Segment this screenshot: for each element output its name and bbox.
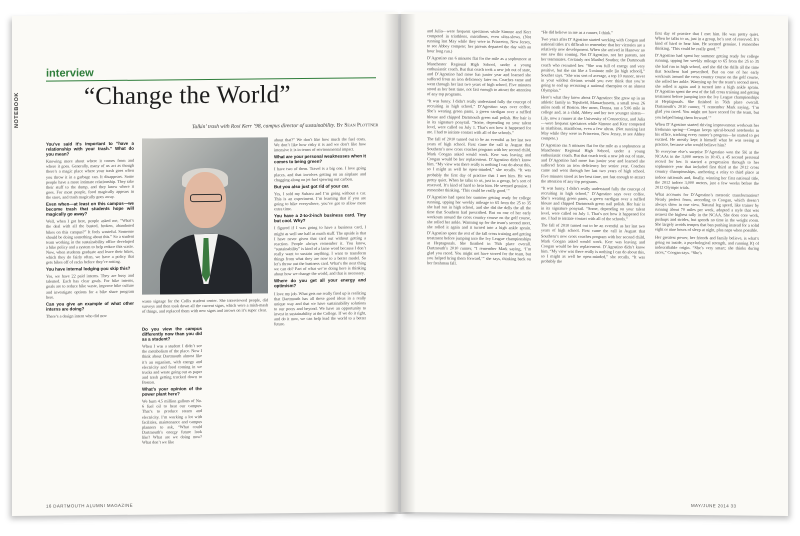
byline: By Sean Plottner	[336, 122, 379, 129]
paragraph: Yes, I sold my Subaru and I’m going without a car. This is an experiment. I’m learning that if you are going to bike everywhere, you’ve got to allow more extra time.	[274, 190, 366, 212]
section-tab: NOTEBOOK	[14, 92, 20, 129]
question: You have internal lodging-you skip this?	[46, 265, 131, 272]
paragraph: When D’Agostino started driving improvement workouts her freshman spring—Coogan keeps spiral-bound notebooks in his office, tracking every runner’s progress—he started to get excited. He mostly kept it himself what he was seeing at practice, because who would believe him?	[655, 121, 759, 148]
paragraph: Well, when I got here, people asked me, “What’s the deal with all the busted, broken, abandoned bikes on this campus?” It feels wasteful. Someone should be doing something about this.” So a student team working in the sustainability office developed a bike policy and a system to help reduce this waste. Now, when students graduate and leave their bikes, which they do fairly often, we have a policy that gets bikes off of racks before they’re rotting.	[46, 218, 134, 265]
question: But you also just got rid of your car.	[274, 183, 350, 190]
question: Where do you get all your energy and optimism?	[274, 277, 366, 289]
right-page	[401, 12, 788, 516]
left-page	[12, 12, 398, 516]
right-footer: MAY/JUNE 2014 33	[691, 503, 737, 509]
interview-column-3	[274, 136, 366, 495]
paragraph: waste signage for the Collis student center. She interviewed people, did surveys and then took down all the current signs, which were a mish-mash of things, and replaced them with new signs and arrows on it’s super clear.	[142, 297, 268, 314]
portrait-photo	[142, 137, 268, 294]
paragraph: I figured if I was going to have a business card, I might as well use half as much stuff. The upside is that I have never given that card out without getting a reaction. People always remember it. You know, “sustainability” is kind of a lame word because I don’t really want to sustain anything. I want to transform things from what they are now to a better model. So let’s throw out the business card. What’s the next thing we can do? Part of what we’re doing here is thinking about how we change the world, and that is necessary.	[274, 224, 366, 277]
paragraph: We burn 4.5 million gallons of No. 6 fuel oil to heat our campus. That’s to produce steam and electricity. I’m working a lot with facilities, maintenance and campus planners to ask, “What could Dartmouth’s energy future look like? What are we doing now? What don’t we like	[142, 398, 202, 445]
interview-column-2-lead	[142, 297, 268, 324]
paragraph: “It was funny. I didn’t really understand fully the concept of recruiting in high school,” D’Agostino says over coffee. She’s wearing green pants, a green cardigan over a ruffled blouse and chipped Dartmouth green nail polish. Her hair is in its signature ponytail. “Some, depending on your talent level, were called on July 1. That’s not how it happened for me. I had to initiate contact with all of the schools.”	[427, 98, 531, 135]
paragraph: I have two of them. Travel is a big one. I love going places, and that involves getting on an airplane and chugging along on jet fuel spewing out carbon.	[274, 165, 366, 182]
paragraph: D’Agostino had spent her summer getting ready for college running, upping her weekly mileage to 65 from the 25 to 35 she had run in high school, and she did the drills all the time that Southern had prescribed. But on one of her early workouts around the cross country course on the golf course, she rolled her ankle. Warming up for the team’s second meet, she rolled it again and it turned into a high ankle sprain. D’Agostino spent the rest of the fall cross training and getting treatment before jumping into the Ivy League championships at Heptagonals. She finished in 76th place overall. Dartmouth’s 2010 runner, “I remember Mark saying, ‘I’m glad you raced. You might not have scored for the team, but you helped bring them forward.’”	[655, 53, 759, 120]
article-column-2	[541, 29, 645, 496]
paragraph: The fall of 2010 turned out to be an eventful as her last two years of high school. First came the call in August that Southern’s new cross coaches program with her second child, Mark Coogan asked would work. Kerr was leaving and Coogan would be her replacement. D’Agostino didn’t know him. “My view was there really is nothing I can do about this, so I might as well be open-minded,” she recalls. “It was probably the first day of practice that I met him. He was pretty quiet. When he talks to us, just in a group, he’s sort of reserved. It’s kind of hard to hear him. He seemed genuine. I remember thinking, ‘This could be really good.’”	[427, 136, 531, 193]
article-column-3	[655, 31, 759, 498]
paragraph: What accounts for D’Agostino’s meteoric transformation? Nearly perfect form, according to Coogan, which doesn’t always show in one view. Natural leg speed, like trainer by running about 70 miles per week, adopted a style that was nearest the highest tally in the NCAA. She does core work, pushups and strides, but spends no time in the weight room. She largely avoids tempos that ban pushing instead for a solid eight or nine hours of sleep at night, plus naps when possible.	[655, 191, 759, 234]
paragraph: Two years after D’Agostino started working with Coogan and national titles it’s difficult to remember that her victories are a relatively new development. When she arrived in Hanover no one saw this coming. Not D’Agostino, not her parents, not her teammates. Certainly not Maribel Souther, the Dartmouth coach who recruited her. “She was full of energy and very positive, but she ran like a 5-minute mile [in high school],” Souther says. “She was sort of average, a top 10 runner, never in your wildest dreams would you ever think that you’re going to end up recruiting a national champion or an almost Olympian.”	[541, 36, 645, 93]
question: What are your personal weaknesses when it comes to being green?	[274, 153, 366, 165]
question: You have a 2-to-2-inch business card. Tiny but cool. Why?	[274, 212, 366, 224]
paragraph: and Julia—were frequent spectators while Simone and Kerr competed in triathlons, marathons, even ultra-slows. (Not running last May while they were in Princeton, New Jersey, to see Abbey compete; her parents departed the day with an hour long run.)	[427, 28, 531, 54]
left-footer: 16 DARTMOUTH ALUMNI MAGAZINE	[46, 502, 133, 509]
article-column-1	[427, 28, 531, 495]
paragraph: “He did believe in me as a runner, I think.”	[541, 29, 614, 36]
question: Can you give an example of what other interns are doing?	[46, 300, 134, 312]
paragraph: Yes, we have 22 paid interns. They are busy and talented. Each has clear goals. For bike interns, goals are to reduce bike waste, improve bike culture and investigate options for a bike share program here.	[46, 272, 134, 300]
paragraph: To everyone else’s surprise D’Agostino won the 5K at the NCAAs in the 3,000 meters in 10:43, a 45 second personal record for her. It started a progression through to her sophomore year that included first third at the 2012 cross country championships, anchoring a relay to third place at indoor nationals and, finally, winning her first national title, the 2012 indoor 3,000 meters, just a few weeks before the 2012 Olympic trials.	[655, 148, 759, 190]
paragraph: D’Agostino had spent her summer getting ready for college running, upping her weekly mileage to 65 from the 25 to 35 she had run in high school, and she did the dells the all the time that Southern had prescribed. But on one of her early workouts around the cross country course on the golf course, she rolled her ankle. Warming up for the team’s second meet, she rolled it again and it turned into a high ankle sprain. D’Agostino spent the rest of the fall cross training and getting treatment before jumping into the Ivy League championships at Heptagonals. She finished in 76th place overall. Dartmouth’s 2010 runner, “I remember Mark saying, ‘I’m glad you raced. You might not have scored for the team, but you helped bring them forward,’” she says, thinking back on her freshman fall.	[427, 194, 531, 266]
paragraph: The fall of 2010 turned out to be an eventful as her last two years of high school. First came the call in August that Southern’s new cross coaches program with her second child, Mark Coogan asked would work. Kerr was leaving and Coogan would be her replacement. D’Agostino didn’t know him. “My view was there really is nothing I can do about this, so I might as well be open-minded,” she recalls. “It was probably the	[541, 222, 645, 264]
paragraph: D’Agostino ran 6 minutes flat for the mile as a sophomore at Manchester Regional High School, under a young enthusiastic coach. But that coach took a new job out of state, and D’Agostino had more fun junior year and learned she suffered from an iron deficiency later on. Coaches came and went through her last two years of high school. Five minutes stood as her best time, not fast enough to attract the attention of any top programs.	[427, 55, 531, 97]
question: What’s your opinion of the power plant here?	[142, 386, 202, 397]
paragraph: Here’s what they knew about D’Agostino: She grew up in an athletic family in Topsfield, Massachusetts, a small town 26 miles north of Boston. Her mom, Donna, ran a 5:06 mile in college and, as a child, Abbey and her two younger sisters—Lily, now a runner at the University of Connecticut, and Julia—were frequent spectators while Simone and Kerr competed in triathlons, marathons, even a few ultras. (Not running last May while they were in Princeton, New Jersey, to see Abbey compete.)	[541, 94, 645, 141]
paragraph: There’s a design intern who did new	[46, 312, 107, 319]
dek-text: Talkin’ trash with Rosi Kerr ’98, campus director of sustainability.	[192, 122, 336, 131]
paragraph: about that?” We don’t like how much the fuel costs. We don’t like how risky it is and we don’t like how intensive it is in terms of environmental impact.	[274, 136, 366, 153]
interview-column-2	[142, 326, 202, 497]
paragraph: Knowing more about where it comes from and where it goes. Generally, many of us act as though there’s a magic place where your trash goes when you throw it in a garbage can. It disappears. Some people have a more intimate relationship. They take their stuff to the dump, and they know where it goes. For most people, food magically appears in the store, and trash magically goes away.	[46, 158, 134, 200]
question: You’ve said it’s important to “have a relationship with your trash.” What do you mean?	[46, 140, 134, 157]
dek	[192, 122, 382, 130]
magazine-spread	[12, 14, 788, 522]
headline: “Change the World”	[84, 81, 291, 111]
kicker: interview	[46, 67, 94, 80]
paragraph: “It was funny. I didn’t really understand fully the concept of recruiting in high school,” D’Agostino says over coffee. She’s wearing green pants, a green cardigan over a ruffled blouse and chipped Dartmouth green nail polish. Her hair is in its signature ponytail. “Some, depending on your talent level, were called on July 1. That’s not how it happened for me. I had to initiate contact with all of the schools.”	[541, 185, 645, 222]
paragraph: D’Agostino ran 5 minutes flat for the mile as a sophomore at Manchester Regional High School, under a young enthusiastic coach. But that coach took a new job out of state, and D’Agostino had more fun junior year and learned she suffered from an iron deficiency her senior year. Coaches came and went through her last two years of high school. Five minutes stood as her best time, not fast enough to attract the attention of any top programs.	[541, 142, 645, 184]
paragraph: When I was a student I didn’t see the metabolism of the place. Now I think about Dartmouth almost like it’s an organism, with energy and electricity and food coming in we trucks and waste going out as paper and trash getting trucked down to Boston.	[142, 343, 202, 385]
paragraph: first day of practice that I met him. He was pretty quiet. When he talks to us, just in a group, he’s sort of reserved. It’s kind of hard to hear him. He seemed genuine. I remember thinking, ‘This could be really good.’”	[655, 30, 759, 52]
paragraph: I love my job. What gets me really fired up is realizing that Dartmouth has all these good ideas in a really unique way and that we have sustainability solutions to our peers and beyond. We have an opportunity to invest in sustainability at the College. If we do it right, and do it now, we can help lead the world to a better future.	[274, 289, 366, 327]
interview-column-1	[46, 141, 134, 498]
question: Do you view the campus differently now than you did as a student?	[142, 326, 202, 342]
question: Even when—at least on this campus—we become trash that students hope will magically go away?	[46, 200, 134, 217]
paragraph: Her greatest power, her friends and family believe, is what’s going on inside, a psychological strength, and running IQ of indescribable origin. “She’s very smart; she thinks during races,” Coogan says. “She’s	[655, 234, 759, 255]
